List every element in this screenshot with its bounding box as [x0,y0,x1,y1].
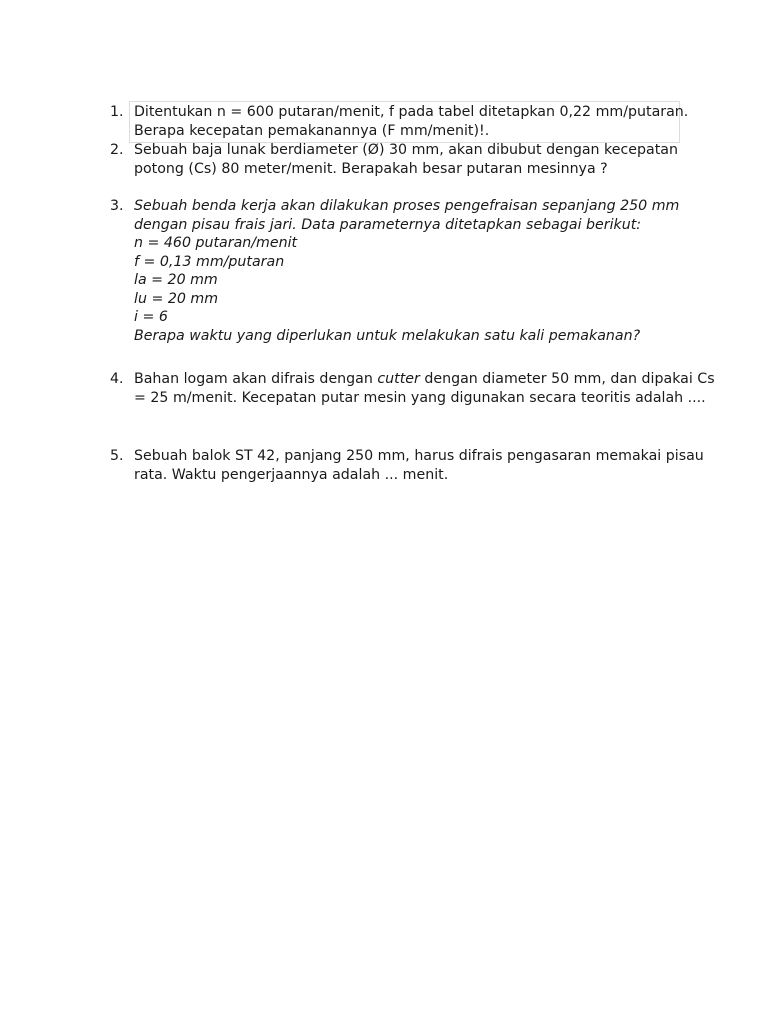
parameter-la: la = 20 mm [134,272,218,288]
question-number: 2. [110,142,124,158]
question-number: 5. [110,448,124,464]
question-4 [110,370,715,407]
parameter-lu: lu = 20 mm [134,290,219,307]
italic-term-cutter: cutter [377,371,420,387]
question-text-line: Berapa kecepatan pemakanannya (F mm/menit)!. [134,122,490,139]
text-segment: dengan diameter 50 mm, dan dipakai Cs [419,371,715,387]
question-text-line: dengan pisau frais jari. Data parameternya ditetapkan sebagai berikut: [134,216,642,233]
question-text-line [134,370,715,389]
parameter-i: i = 6 [134,309,168,325]
question-text-line: Sebuah benda kerja akan dilakukan proses pengefraisan sepanjang 250 mm [134,198,680,214]
question-text-line: rata. Waktu pengerjaannya adalah ... menit. [134,466,449,483]
parameter-f: f = 0,13 mm/putaran [134,253,285,270]
question-number: 4. [110,371,124,387]
question-text-line: Ditentukan n = 600 putaran/menit, f pada tabel ditetapkan 0,22 mm/putaran. [134,104,689,120]
question-text-line: Sebuah baja lunak berdiameter (Ø) 30 mm, akan dibubut dengan kecepatan [134,142,678,158]
question-text-line: = 25 m/menit. Kecepatan putar mesin yang digunakan secara teoritis adalah .... [134,389,706,406]
question-text-line: Sebuah balok ST 42, panjang 250 mm, harus difrais pengasaran memakai pisau [134,448,704,464]
question-text-line: potong (Cs) 80 meter/menit. Berapakah besar putaran mesinnya ? [134,160,608,177]
question-number: 3. [110,198,124,214]
text-segment: Bahan logam akan difrais dengan [134,371,378,387]
question-3 [110,197,710,345]
question-text-line: Berapa waktu yang diperlukan untuk melakukan satu kali pemakanan? [134,327,641,344]
parameter-n: n = 460 putaran/menit [134,235,298,251]
question-number: 1. [110,104,124,120]
question-1 [110,103,710,140]
question-2 [110,141,710,178]
question-5 [110,447,710,484]
